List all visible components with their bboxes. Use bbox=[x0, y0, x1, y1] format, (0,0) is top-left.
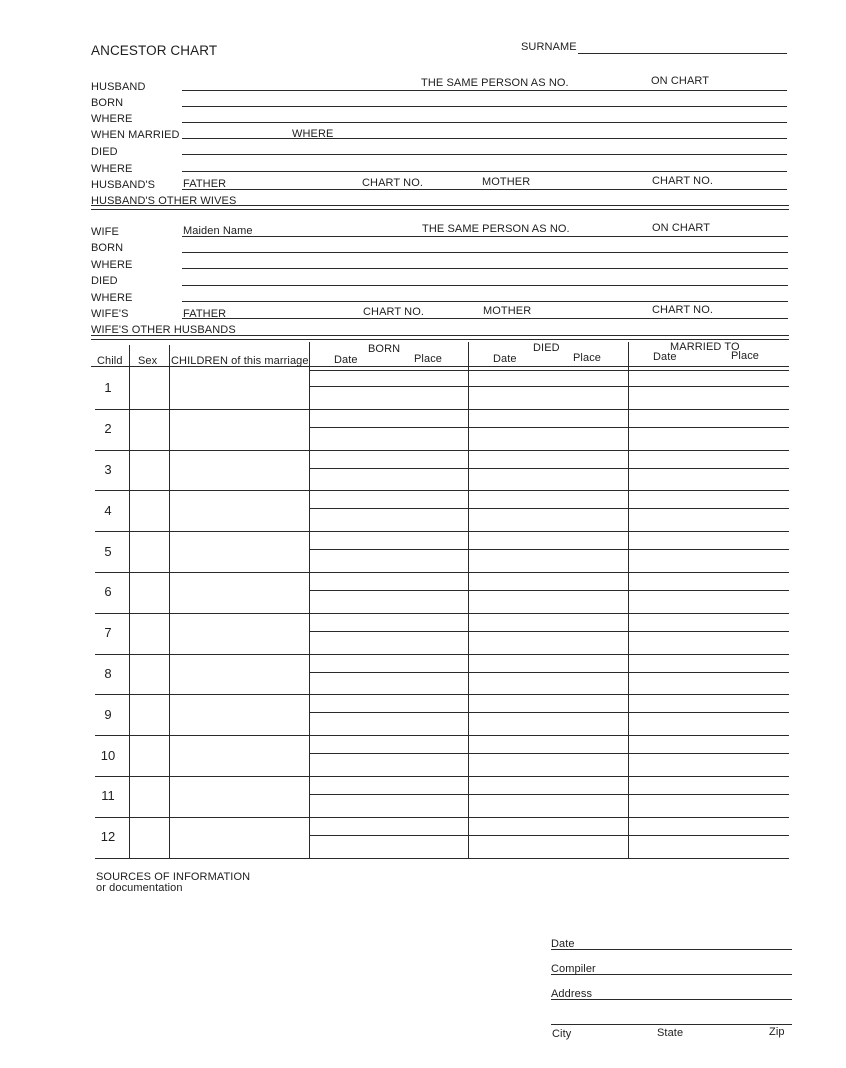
child-number: 12 bbox=[100, 829, 116, 844]
married-to-header: MARRIED TO bbox=[670, 341, 740, 353]
husband-other-wives-field[interactable] bbox=[91, 205, 789, 206]
wife-father-label: FATHER bbox=[183, 308, 227, 320]
born-date-header: Date bbox=[334, 354, 358, 366]
table-row-date-line[interactable] bbox=[310, 794, 789, 795]
wife-died-where-field[interactable] bbox=[182, 301, 788, 302]
table-row-divider bbox=[95, 531, 789, 532]
wife-mother-chart-no-label: CHART NO. bbox=[652, 304, 714, 316]
died-header: DIED bbox=[533, 342, 560, 354]
wife-born-label: BORN bbox=[91, 242, 124, 254]
husband-died-label: DIED bbox=[91, 146, 118, 158]
table-row-divider bbox=[95, 409, 789, 410]
table-row-date-line[interactable] bbox=[310, 712, 789, 713]
table-row-date-line[interactable] bbox=[310, 508, 789, 509]
husband-parents-field[interactable] bbox=[182, 189, 787, 190]
husband-name-field[interactable] bbox=[182, 90, 787, 91]
wife-born-field[interactable] bbox=[182, 252, 788, 253]
table-row-divider bbox=[95, 858, 789, 859]
table-row-divider bbox=[95, 817, 789, 818]
husband-died-where-label: WHERE bbox=[91, 163, 133, 175]
husbands-other-wives-label: HUSBAND'S OTHER WIVES bbox=[91, 195, 237, 207]
wife-died-field[interactable] bbox=[182, 285, 788, 286]
table-row-divider bbox=[95, 776, 789, 777]
page-title: ANCESTOR CHART bbox=[91, 43, 218, 58]
wife-died-where-label: WHERE bbox=[91, 292, 133, 304]
husband-same-person-label: THE SAME PERSON AS NO. bbox=[421, 77, 569, 89]
wifes-parents-label: WIFE'S bbox=[91, 308, 129, 320]
married-where-label: WHERE bbox=[292, 128, 334, 140]
surname-field[interactable] bbox=[578, 53, 787, 54]
col-divider-died bbox=[468, 342, 469, 858]
wife-on-chart-label: ON CHART bbox=[652, 222, 711, 234]
child-number: 2 bbox=[104, 421, 112, 436]
husband-died-field[interactable] bbox=[182, 154, 787, 155]
section-divider bbox=[91, 339, 789, 340]
section-divider bbox=[91, 209, 789, 210]
child-number: 10 bbox=[100, 748, 116, 763]
child-number: 3 bbox=[104, 462, 112, 477]
table-row-divider bbox=[95, 613, 789, 614]
sources-sublabel: or documentation bbox=[96, 882, 183, 894]
col-child-header: Child bbox=[97, 355, 123, 367]
child-number: 9 bbox=[104, 707, 112, 722]
state-label: State bbox=[657, 1027, 684, 1039]
died-place-header: Place bbox=[573, 352, 602, 364]
table-header-rule bbox=[310, 370, 789, 371]
table-row-date-line[interactable] bbox=[310, 468, 789, 469]
city-label: City bbox=[552, 1028, 572, 1040]
wife-mother-label: MOTHER bbox=[483, 305, 532, 317]
wife-parents-field[interactable] bbox=[182, 318, 788, 319]
table-row-divider bbox=[95, 450, 789, 451]
husband-born-where-field[interactable] bbox=[182, 122, 787, 123]
child-number: 6 bbox=[104, 584, 112, 599]
col-divider-children bbox=[169, 345, 170, 858]
husband-mother-label: MOTHER bbox=[482, 176, 531, 188]
col-divider-married bbox=[628, 342, 629, 858]
table-row-date-line[interactable] bbox=[310, 835, 789, 836]
table-row-divider bbox=[95, 654, 789, 655]
table-row-date-line[interactable] bbox=[310, 386, 789, 387]
wifes-other-husbands-label: WIFE'S OTHER HUSBANDS bbox=[91, 324, 236, 336]
married-date-header: Date bbox=[653, 351, 677, 363]
table-row-date-line[interactable] bbox=[310, 590, 789, 591]
child-number: 1 bbox=[104, 380, 112, 395]
wife-died-label: DIED bbox=[91, 275, 118, 287]
compiled-date-field[interactable] bbox=[551, 949, 792, 950]
when-married-field[interactable] bbox=[182, 138, 787, 139]
wife-name-field[interactable] bbox=[182, 236, 788, 237]
table-row-date-line[interactable] bbox=[310, 631, 789, 632]
table-row-divider bbox=[95, 735, 789, 736]
table-row-date-line[interactable] bbox=[310, 549, 789, 550]
sources-label: SOURCES OF INFORMATION bbox=[96, 871, 251, 883]
wife-label: WIFE bbox=[91, 226, 119, 238]
table-header-rule bbox=[91, 366, 789, 367]
born-header: BORN bbox=[368, 343, 401, 355]
married-place-header: Place bbox=[731, 350, 760, 362]
city-state-zip-field[interactable] bbox=[551, 1024, 792, 1025]
surname-label: SURNAME bbox=[521, 41, 577, 53]
when-married-label: WHEN MARRIED bbox=[91, 129, 180, 141]
child-number: 4 bbox=[104, 503, 112, 518]
compiler-field[interactable] bbox=[551, 974, 792, 975]
compiled-date-label: Date bbox=[551, 938, 575, 950]
address-label: Address bbox=[551, 988, 593, 1000]
col-sex-header: Sex bbox=[138, 355, 158, 367]
husband-on-chart-label: ON CHART bbox=[651, 75, 710, 87]
husband-born-field[interactable] bbox=[182, 106, 787, 107]
maiden-name-label: Maiden Name bbox=[183, 225, 253, 237]
child-number: 7 bbox=[104, 625, 112, 640]
husband-mother-chart-no-label: CHART NO. bbox=[652, 175, 714, 187]
died-date-header: Date bbox=[493, 353, 517, 365]
table-row-date-line[interactable] bbox=[310, 672, 789, 673]
child-number: 5 bbox=[104, 544, 112, 559]
child-number: 8 bbox=[104, 666, 112, 681]
compiler-label: Compiler bbox=[551, 963, 596, 975]
born-place-header: Place bbox=[414, 353, 443, 365]
table-row-divider bbox=[95, 694, 789, 695]
zip-label: Zip bbox=[769, 1026, 785, 1038]
table-row-divider bbox=[95, 490, 789, 491]
col-children-header: CHILDREN of this marriage bbox=[171, 355, 309, 367]
wife-born-where-field[interactable] bbox=[182, 268, 788, 269]
husband-born-label: BORN bbox=[91, 97, 124, 109]
table-row-date-line[interactable] bbox=[310, 427, 789, 428]
wife-born-where-label: WHERE bbox=[91, 259, 133, 271]
col-divider-sex bbox=[129, 345, 130, 858]
col-divider-born bbox=[309, 342, 310, 858]
husband-label: HUSBAND bbox=[91, 81, 146, 93]
wife-same-person-label: THE SAME PERSON AS NO. bbox=[422, 223, 570, 235]
wife-other-husbands-field[interactable] bbox=[91, 335, 789, 336]
husband-father-chart-no-label: CHART NO. bbox=[362, 177, 424, 189]
table-row-divider bbox=[95, 572, 789, 573]
address-field[interactable] bbox=[551, 999, 792, 1000]
table-row-date-line[interactable] bbox=[310, 753, 789, 754]
wife-father-chart-no-label: CHART NO. bbox=[363, 306, 425, 318]
husbands-parents-label: HUSBAND'S bbox=[91, 179, 156, 191]
husband-father-label: FATHER bbox=[183, 178, 227, 190]
child-number: 11 bbox=[101, 788, 115, 803]
husband-died-where-field[interactable] bbox=[182, 171, 787, 172]
husband-born-where-label: WHERE bbox=[91, 113, 133, 125]
